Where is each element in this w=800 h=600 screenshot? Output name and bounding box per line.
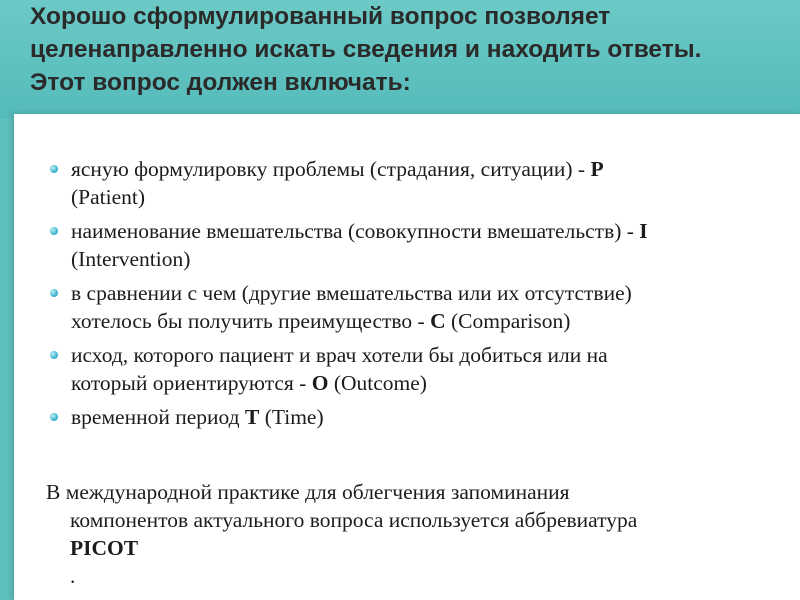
list-item <box>48 279 728 335</box>
bullet-line: (Intervention) <box>71 247 191 271</box>
summary-line <box>46 534 766 590</box>
bullet-dot-icon <box>50 165 58 173</box>
list-item <box>48 217 728 273</box>
bullet-text: (Comparison) <box>445 309 571 333</box>
bullet-dot-icon <box>50 351 58 359</box>
bullet-dot-icon <box>50 413 58 421</box>
summary-line: компонентов актуального вопроса используется аббревиатура <box>70 508 638 532</box>
bullet-line <box>71 307 728 335</box>
bullet-text: который ориентируются - <box>71 371 312 395</box>
bullet-text: (Time) <box>259 405 324 429</box>
title-line: целенаправленно искать сведения и находить ответы. <box>30 36 702 63</box>
bullet-letter: O <box>311 371 329 395</box>
list-item <box>48 341 728 397</box>
list-item <box>48 155 728 211</box>
list-item <box>48 403 728 431</box>
bullet-list <box>48 155 728 437</box>
bullet-line: исход, которого пациент и врач хотели бы добиться или на <box>71 343 608 367</box>
bullet-dot-icon <box>50 227 58 235</box>
bullet-letter: P <box>590 157 604 181</box>
bullet-text: хотелось бы получить преимущество - <box>71 309 431 333</box>
bullet-letter: I <box>639 219 648 243</box>
slide-title <box>30 0 790 99</box>
bullet-text: ясную формулировку проблемы (страдания, ситуации) - <box>71 157 591 181</box>
title-line: Хорошо сформулированный вопрос позволяет <box>30 3 611 30</box>
summary-paragraph <box>46 478 766 590</box>
bullet-text: временной период <box>71 405 245 429</box>
bullet-text: (Outcome) <box>328 371 427 395</box>
summary-tail: . <box>70 564 76 588</box>
bullet-line <box>71 217 728 245</box>
bullet-line <box>71 403 728 431</box>
summary-line: В международной практике для облегчения запоминания <box>46 480 570 504</box>
bullet-line <box>71 369 728 397</box>
bullet-dot-icon <box>50 289 58 297</box>
bullet-letter: C <box>430 309 446 333</box>
bullet-line: в сравнении с чем (другие вмешательства или их отсутствие) <box>71 281 632 305</box>
summary-abbreviation: PICOT <box>70 536 139 560</box>
bullet-text: наименование вмешательства (совокупности вмешательств) - <box>71 219 640 243</box>
bullet-line: (Patient) <box>71 185 146 209</box>
bullet-line <box>71 155 728 183</box>
title-line: Этот вопрос должен включать: <box>30 69 411 96</box>
content-panel <box>14 114 800 600</box>
bullet-letter: T <box>244 405 260 429</box>
